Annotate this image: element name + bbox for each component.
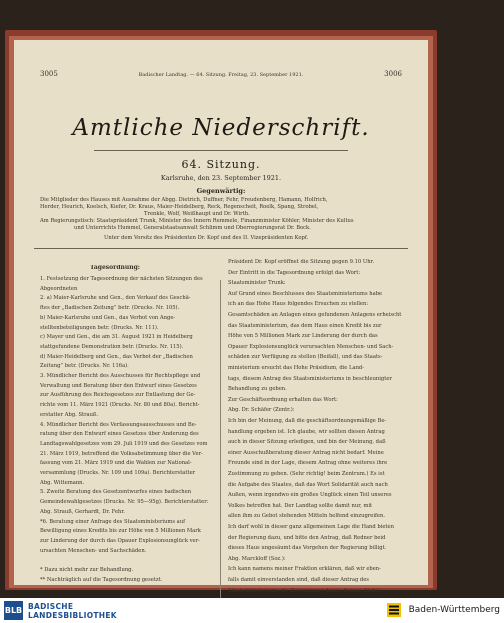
minutes-line: Der Eintritt in die Tagesordnung erfolgt das Wort:	[228, 269, 361, 276]
agenda-line: ursachten Menschen- und Sachschäden.	[40, 547, 147, 554]
agenda-line: Abgeordneten	[40, 285, 78, 292]
minutes-line: falls damit einverstanden sind, daß dieser Antrag des	[228, 577, 369, 583]
session-heading: 64. Sitzung.	[181, 158, 261, 171]
agenda-line: 3. Mündlicher Bericht des Ausschusses für Rechtspflege und	[40, 373, 201, 379]
minutes-line: Präsident Dr. Kopf eröffnet die Sitzung gegen 9.10 Uhr.	[228, 259, 375, 265]
present-heading: Gegenwärtig:	[196, 187, 246, 195]
minutes-line: Ich darf wohl in dieser ganz allgemeinen Lage die Hand bieten	[228, 524, 394, 530]
minutes-line: Zustimmung zu geben. (Sehr richtig! beim Zentrum.) Es ist	[228, 471, 385, 477]
agenda-line: ** Nachträglich auf die Tagesordnung gesetzt.	[40, 576, 163, 583]
session-date: Karlsruhe, den 23. September 1921.	[160, 174, 282, 182]
minutes-line: Zur Geschäftsordnung erhalten das Wort:	[228, 396, 338, 403]
agenda-line: c) Mayer und Gen., die am 31. August 1921 in Heidelberg	[40, 334, 193, 341]
minutes-line: Staatsministeriums die Zustimmung dieses Hauses findet.	[228, 587, 382, 594]
agenda-line: Verwaltung und Beratung über den Entwurf eines Gesetzes	[40, 382, 197, 389]
present-line: und Unterrichts Hummel, Generalstaatsanwalt Schlimm und Oberregierungsrat Dr. Bock.	[74, 225, 311, 231]
agenda-line: versammlung (Drucks. Nr. 109 und 109a). Berichterstatter	[40, 470, 196, 476]
agenda-line: 2. a) Maier-Karlsruhe und Gen., den Verkauf des Geschä-	[40, 295, 191, 302]
agenda-line: stattgefundene Demonstration betr. (Drucks. Nr. 115).	[40, 343, 184, 350]
blb-logo: BLB	[4, 601, 23, 620]
agenda-line: 1. Festsetzung der Tagesordnung der nächsten Sitzungen des	[40, 276, 203, 282]
minutes-line: Ich bin der Meinung, daß die geschäftsordnungsmäßige Be-	[228, 418, 387, 424]
agenda-line: *6. Beratung einer Anfrage des Staatsministeriums auf	[40, 518, 186, 525]
agenda-line: 4. Mündlicher Bericht des Verfassungsausschusses und Be-	[40, 421, 197, 428]
title-rule	[94, 150, 348, 151]
minutes-line: dieses Haus ungesäumt das Vorgehen der Regierung billigt.	[228, 545, 387, 552]
minutes-line: der Regierung dazu, und bitte den Antrag, daß Redner beid	[228, 534, 386, 541]
agenda-line: stelltenbeteiligungen betr. (Drucks. Nr. 111).	[40, 324, 159, 331]
agenda-line: fassung vom 21. März 1919 und die Wahlen zur National-	[40, 460, 192, 467]
agenda-line: Landtagswahlgesetzes vom 29. Juli 1919 und des Gesetzes vom	[40, 440, 208, 447]
coat-of-arms-icon	[386, 602, 402, 618]
present-line: Am Regierungstisch: Staatspräsident Trunk, Minister des Innern Remmele, Finanzminister Köhler, Minister des Kultus	[40, 218, 354, 224]
document-title: Amtliche Niederschrift.	[72, 115, 370, 141]
agenda-line: richte vom 11. März 1921 (Drucks. Nr. 80 und 80a). Bericht-	[40, 402, 200, 409]
minutes-line: Höhe von 5 Millionen Mark zur Linderung der durch das	[228, 333, 378, 340]
present-line: Die Mitglieder des Hauses mit Ausnahme der Abgg. Dietrich, Duffner, Fehr, Freudenberg, Hamann, Holfrich,	[40, 197, 328, 203]
minutes-line: Außen, wenn irgendwo ein großes Unglück einen Teil unseres	[228, 492, 392, 499]
chair-line: Unter dem Vorsitz des Präsidenten Dr. Kopf und des II. Vizepräsidenten Kopf.	[104, 235, 309, 241]
present-line: Herder, Heurich, Koelsch, Kiefer, Dr. Kraus, Maier-Heidelberg, Reck, Regenscheit, Roelk, Spang, Strobel,	[40, 204, 319, 210]
minutes-line: Behandlung zu geben.	[228, 386, 287, 393]
minutes-line: Abg. Marckloff (Soz.):	[228, 555, 286, 562]
minutes-line: ministerium ersucht das Hohe Präsidium, die Land-	[228, 365, 364, 371]
minutes-line: Freunde sind in der Lage, diesem Antrag ohne weiteres ihre	[228, 460, 388, 467]
column-separator	[220, 280, 221, 610]
minutes-line: Auf Grund eines Beschlusses des Staatsministeriums habe	[228, 290, 383, 297]
agenda-line: zur Linderung der durch das Opauer Explosionsunglück ver-	[40, 537, 200, 544]
minutes-line: Volkes betroffen hat. Der Landtag sollte damit nur, mit	[228, 502, 373, 509]
present-line: Trenkle, Wolf, Weißhaupt und Dr. Wirth.	[144, 211, 250, 217]
section-rule	[34, 248, 408, 249]
page-number-right: 3006	[384, 70, 402, 78]
minutes-line: handlung ergeben ist. Ich glaube, wir sollten diesen Antrag	[228, 428, 385, 435]
running-head: Badischer Landtag. — 64. Sitzung. Freitag, 23. September 1921.	[138, 72, 304, 78]
agenda-line: b) Maier-Karlsruhe und Gen., das Verbot von Ange-	[40, 314, 176, 321]
library-name-line2: LANDESBIBLIOTHEK	[28, 611, 117, 620]
state-name: Baden-Württemberg	[408, 605, 500, 615]
minutes-line: einer Ausschußberatung dieser Antrag nicht bedarf. Meine	[228, 449, 384, 456]
page-number-left: 3005	[40, 70, 58, 78]
minutes-line: das Staatsministerium, das dem Haus einen Kredit bis zur	[228, 322, 382, 329]
agenda-line: 21. März 1919, betreffend die Volksabstimmung über die Ver-	[40, 450, 203, 457]
agenda-line: Bewilligung eines Kredits bis zur Höhe von 5 Millionen Mark	[40, 528, 201, 535]
minutes-line: Abg. Dr. Schäfer (Zentr.):	[228, 407, 295, 414]
agenda-line: Abg. Strauß, Gerhardt, Dr. Fehr.	[40, 508, 125, 515]
agenda-line: Gemeindewahlgesetzes (Drucks. Nr. 95—95g). Berichterstatter:	[40, 499, 209, 506]
minutes-line: Staatsminister Trunk:	[228, 280, 286, 287]
minutes-line: Opauer Explosionsunglück verursachten Menschen- und Sach-	[228, 343, 394, 350]
agenda-line: zur Ausführung des Reichsgesetzes zur Entlastung der Ge-	[40, 392, 196, 399]
agenda-line: Zeitung” betr. (Drucks. Nr. 116a).	[40, 363, 129, 370]
agenda-line: Abg. Wittemann.	[40, 479, 85, 486]
minutes-line: allen ihm zu Gebot stehenden Mitteln helfend einzugreifen.	[228, 513, 385, 520]
minutes-line: Ich kann namens meiner Fraktion erklären, daß wir eben-	[228, 566, 381, 573]
minutes-line: Gesamtschäden an Anlagen eines gefundenen Anlagens erheischt	[228, 312, 402, 318]
minutes-line: ich an das Hohe Haus folgendes Ersuchen zu stellen:	[228, 301, 369, 308]
agenda-line: * Dazu nicht mehr zur Behandlung.	[40, 567, 134, 573]
agenda-heading: Tagesordnung:	[90, 265, 141, 271]
minutes-line: die Aufgabe des Staates, daß das Wort Solidarität auch nach	[228, 481, 388, 488]
minutes-line: auch in dieser Sitzung erledigen, und bin der Meinung, daß	[228, 439, 386, 446]
minutes-line: schäden zur Verfügung zu stellen (Beifall), und das Staats-	[228, 354, 383, 361]
agenda-line: ratung über den Entwurf eines Gesetzes über Änderung des	[40, 431, 199, 438]
agenda-line: d) Maier-Heidelberg und Gen., das Verbot der „Badischen	[40, 353, 193, 360]
agenda-line: 5. Zweite Beratung des Gesetzentwurfes eines badischen	[40, 489, 192, 496]
library-name-line1: BADISCHE	[28, 602, 74, 611]
agenda-line: ftes der „Badischen Zeitung” betr. (Drucks. Nr. 105).	[40, 305, 180, 312]
minutes-line: tags, diesem Antrag des Staatsministeriums in beschleunigter	[228, 375, 392, 382]
agenda-line: erstatter Abg. Strauß.	[40, 411, 99, 418]
document-page	[14, 40, 428, 594]
